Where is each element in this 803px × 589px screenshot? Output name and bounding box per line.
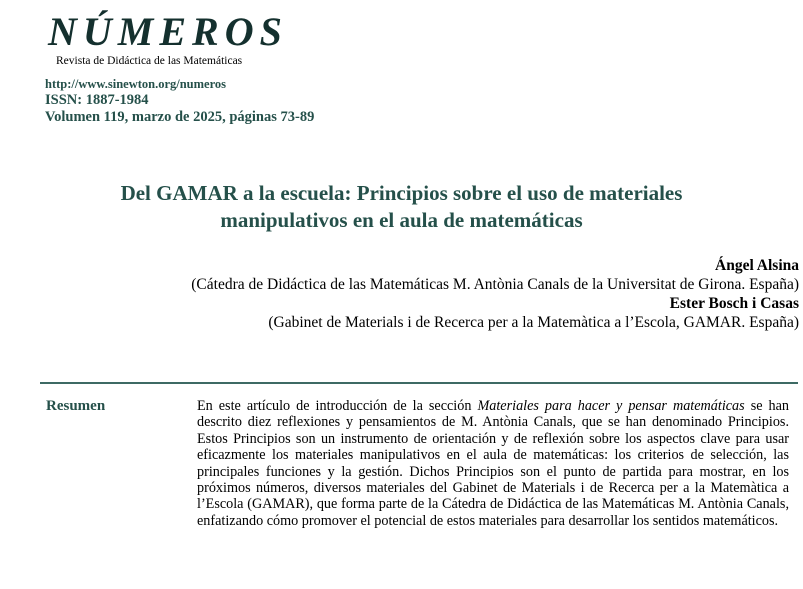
section-divider — [40, 382, 798, 384]
author-affiliation-2: (Gabinet de Materials i de Recerca per a la Matemàtica a l’Escola, GAMAR. España) — [268, 314, 799, 331]
author-block — [191, 256, 799, 332]
author-name-1: Ángel Alsina — [715, 257, 799, 274]
journal-logo: NÚMEROS — [48, 9, 288, 54]
abstract-intro: En este artículo de introducción de la sección — [197, 398, 478, 414]
journal-url-link[interactable]: http://www.sinewton.org/numeros — [45, 77, 227, 91]
abstract-text — [197, 398, 789, 529]
abstract-body: se han descrito diez reflexiones y pensamientos de M. Antònia Canals, que se han denominado Principios. Estos Principios son un instrumento de orientación y de reflexión sobre los aspectos clave para usar eficazmente los materiales manipulativos en el aula de matemáticas: los criterios de selección, las principales funciones y la gestión. Dichos Principios son el punto de partida para mostrar, en los próximos números, diversos materiales del Gabinet de Materials i de Recerca per a la Matemàtica a l’Escola (GAMAR), que forma parte de la Cátedra de Didáctica de las Matemáticas M. Antònia Canals, enfatizando cómo promover el potencial de estos materiales para desarrollar los sentidos matemáticos. — [197, 398, 789, 529]
abstract-section-name: Materiales para hacer y pensar matemáticas — [477, 398, 745, 414]
article-title — [0, 180, 803, 234]
journal-issn: ISSN: 1887-1984 — [45, 92, 149, 108]
journal-masthead — [48, 10, 288, 67]
journal-subtitle: Revista de Didáctica de las Matemáticas — [56, 55, 243, 67]
author-affiliation-1: (Cátedra de Didáctica de las Matemáticas M. Antònia Canals de la Universitat de Girona. España) — [191, 276, 799, 293]
abstract-label: Resumen — [46, 398, 106, 414]
journal-meta — [45, 76, 314, 126]
author-name-2: Ester Bosch i Casas — [669, 295, 799, 312]
article-title-line-2: manipulativos en el aula de matemáticas — [220, 208, 583, 232]
article-title-line-1: Del GAMAR a la escuela: Principios sobre el uso de materiales — [120, 181, 683, 205]
journal-volume: Volumen 119, marzo de 2025, páginas 73-89 — [45, 109, 315, 125]
